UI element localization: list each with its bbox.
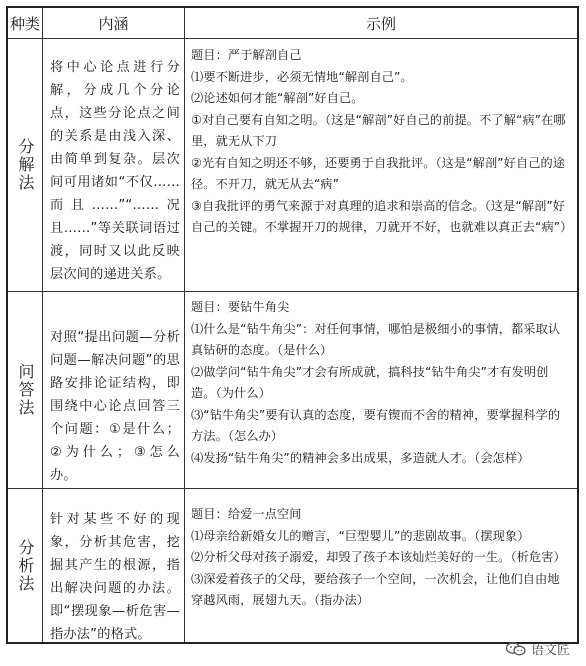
example-line: ⑴母亲给新婚女儿的赠言，“巨型婴儿”的悲剧故事。（摆现象） xyxy=(191,528,530,543)
row-divider xyxy=(8,488,577,489)
row-meaning: 将中心论点进行分解，分成几个分论点，这些分论点之间的关系是由浅入深、由简单到复杂。层次间可用诸如“不仅……而且……”“……况且……”等关联词语过渡，同时又以此反映层次间的递进关系。 xyxy=(50,60,180,282)
example-line: ⑴什么是“钻牛角尖”：对任何事情，哪怕是极细小的事情，都采取认真钻研的态度。（是什么） xyxy=(191,321,561,357)
example-line: ⑶深爱着孩子的父母，要给孩子一个空间，一次机会，让他们自由地穿越风雨，展翅九天。（指办法） xyxy=(191,571,560,607)
row-divider xyxy=(8,38,577,39)
watermark-text: 语文匠 xyxy=(530,643,570,658)
wechat-icon xyxy=(506,642,526,656)
methods-table xyxy=(6,6,579,644)
example-title: 题目：给爱一点空间 xyxy=(191,507,302,521)
header-example: 示例 xyxy=(365,14,396,33)
row-kind xyxy=(8,292,42,488)
example-line: ①对自己要有自知之明。（这是“解剖”好自己的前提。不了解“病”在哪里，就无从下刀 xyxy=(191,112,566,148)
row-kind xyxy=(8,489,42,642)
example-title: 题目：要钻牛角尖 xyxy=(191,300,290,314)
row-kind xyxy=(8,39,42,291)
example-line: ⑵做学问“钻牛角尖”才会有所成就，搞科技“钻牛角尖”才有发明创造。（为什么） xyxy=(191,364,549,400)
example-line: ⑵论述如何才能“解剖”好自己。 xyxy=(191,91,364,105)
row-kind-label: 分解法 xyxy=(16,138,35,192)
example-line: ③自我批评的勇气来源于对真理的追求和崇高的信念。（这是“解剖”好自己的关键。不掌握开刀的规律，刀就开不好，也就难以真正去“病”） xyxy=(191,198,573,234)
row-meaning: 针对某些不好的现象，分析其危害，挖掘其产生的根源，指出解决问题的办法。即“摆现象—析危害—指办法”的格式。 xyxy=(50,512,180,642)
example-line: ⑵分析父母对孩子溺爱，却毁了孩子本该灿烂美好的一生。（析危害） xyxy=(191,550,566,564)
watermark xyxy=(506,639,570,658)
example-line: ⑶“钻牛角尖”要有认真的态度，要有锲而不舍的精神，要掌握科学的方法。（怎么办） xyxy=(191,407,561,443)
example-title: 题目：严于解剖自己 xyxy=(191,48,302,62)
example-line: ②光有自知之明还不够，还要勇于自我批评。（这是“解剖”好自己的途径。不开刀，就无从去“病” xyxy=(191,155,566,191)
row-meaning: 对照“提出问题—分析问题—解决问题”的思路安排论证结构，即围绕中心论点回答三个问题：①是什么；②为什么；③怎么办。 xyxy=(50,330,180,483)
example-line: ⑷发扬“钻牛角尖”的精神会多出成果，多造就人才。（会怎样） xyxy=(191,450,530,465)
row-divider xyxy=(8,291,577,292)
row-example xyxy=(185,504,577,642)
row-example xyxy=(185,297,577,487)
header-kind: 种类 xyxy=(9,14,40,33)
row-kind-label: 分析法 xyxy=(16,538,35,593)
header-meaning: 内涵 xyxy=(98,14,129,33)
row-kind-label: 问答法 xyxy=(16,363,35,417)
row-example xyxy=(185,45,577,290)
example-line: ⑴要不断进步，必须无情地“解剖自己”。 xyxy=(191,69,413,84)
